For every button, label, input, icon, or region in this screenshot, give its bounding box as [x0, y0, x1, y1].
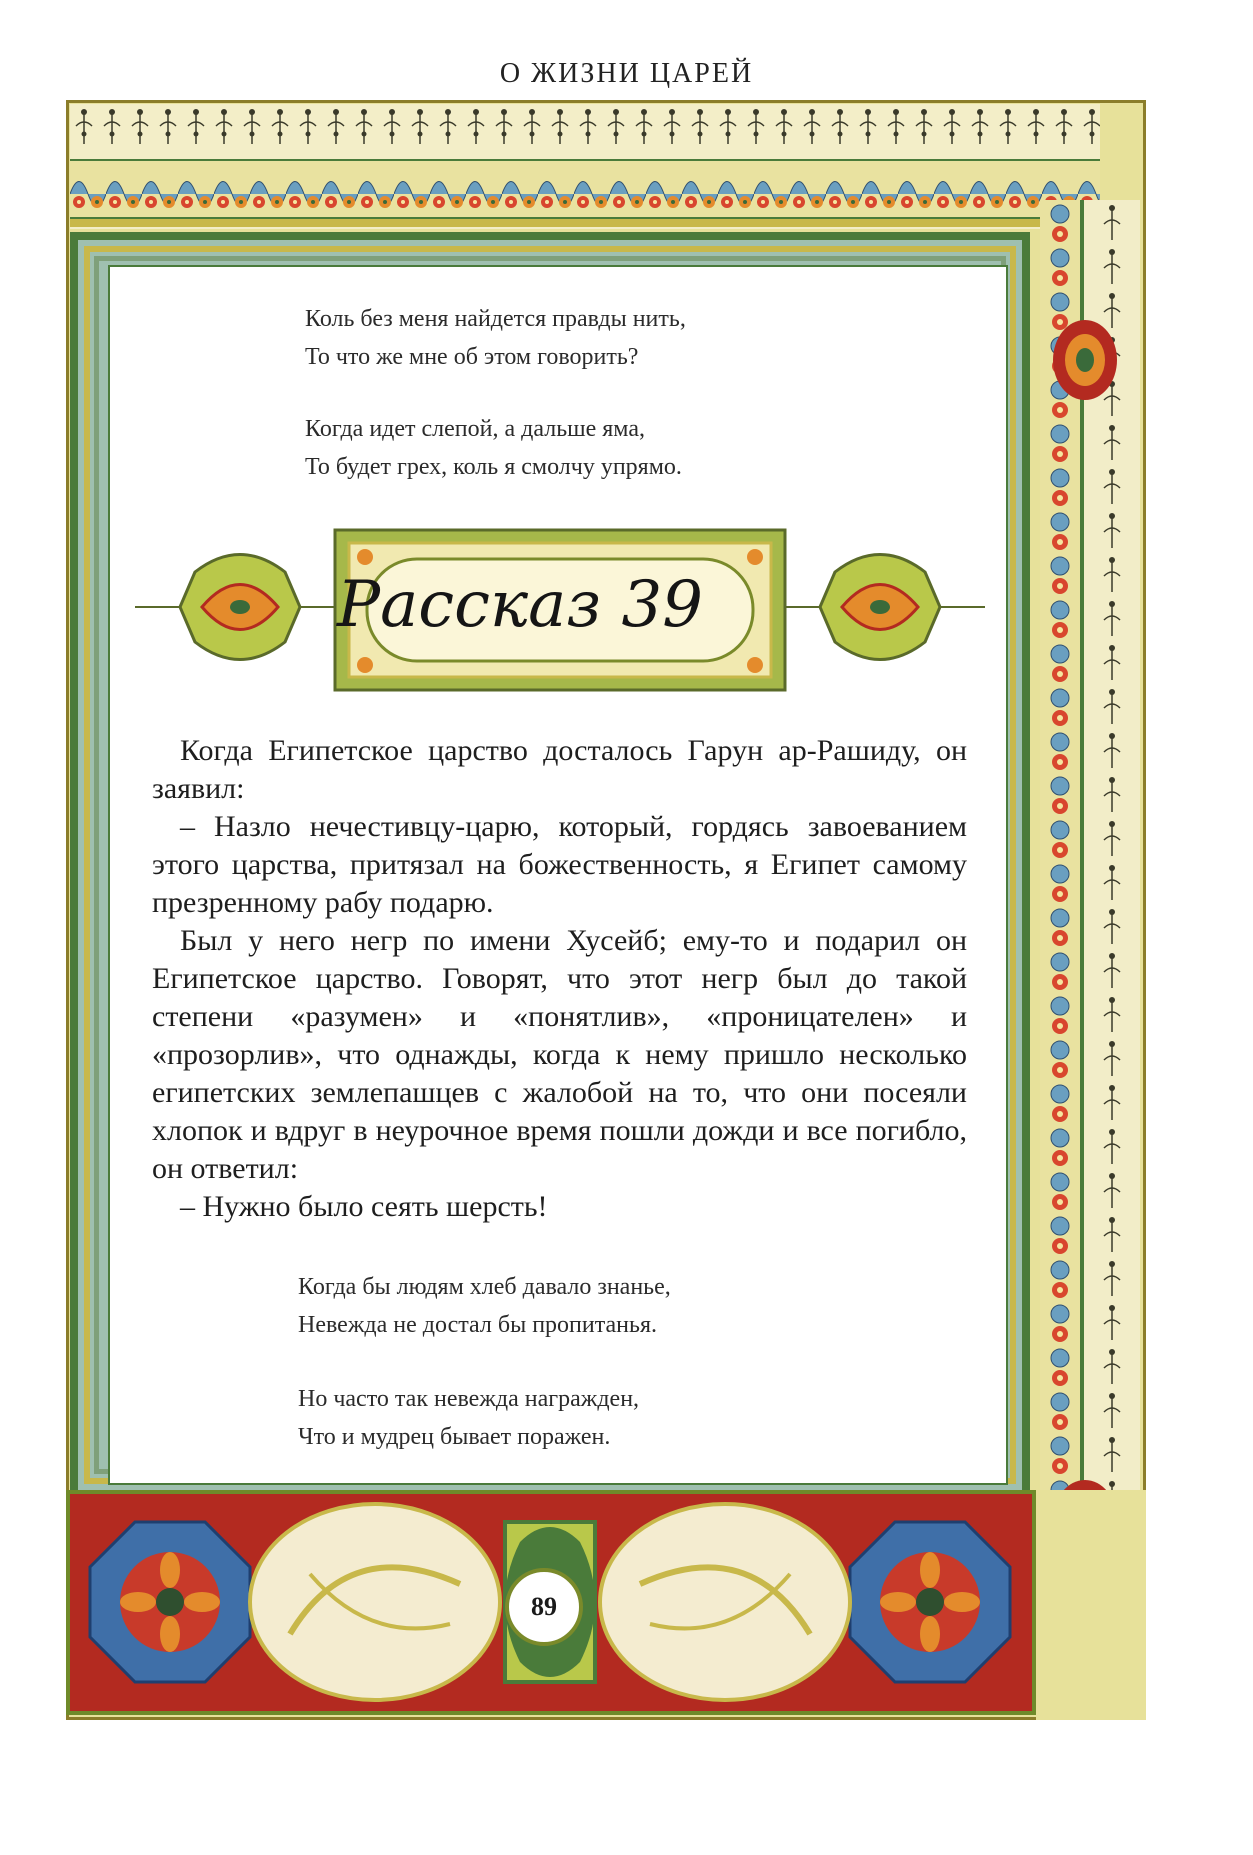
verse-top-2: [305, 410, 682, 486]
verse-line: Когда идет слепой, а дальше яма,: [305, 416, 645, 442]
verse-line: То будет грех, коль я смолчу упрямо.: [305, 454, 682, 480]
paragraph: – Нужно было сеять шерсть!: [180, 1190, 548, 1223]
story-prose: [152, 732, 967, 1226]
story-title: Рассказ 39: [337, 568, 703, 642]
paragraph: – Назло нечестивцу-царю, который, гордясь завоеванием этого царства, притязал на божественность, я Египет самому презренному рабу подарю.: [152, 810, 967, 919]
right-ornament-icon: [1040, 200, 1140, 1500]
verse-line: Но часто так невежда награжден,: [298, 1386, 640, 1412]
top-ornament-band: [70, 104, 1100, 229]
verse-line: Что и мудрец бывает поражен.: [298, 1424, 611, 1450]
verse-line: Коль без меня найдется правды нить,: [305, 306, 686, 332]
paragraph: Когда Египетское царство досталось Гарун ар-Рашиду, он заявил:: [152, 734, 967, 805]
verse-bottom-2: [298, 1380, 639, 1456]
verse-line: То что же мне об этом говорить?: [305, 344, 639, 370]
verse-line: Невежда не достал бы пропитанья.: [298, 1312, 657, 1338]
verse-line: Когда бы людям хлеб давало знанье,: [298, 1274, 671, 1300]
top-ornament-icon: [70, 104, 1100, 229]
verse-bottom: [298, 1268, 671, 1344]
right-ornament-band: [1040, 200, 1140, 1500]
running-head: О ЖИЗНИ ЦАРЕЙ: [499, 58, 754, 89]
page-number: 89: [505, 1568, 583, 1646]
paragraph: Был у него негр по имени Хусейб; ему-то и подарил он Египетское царство. Говорят, что этот негр был до такой степени «разумен» и «понятлив», «проницателен» и «прозорлив», что однажды, когда к нему пришло несколько египетских землепашцев с жалобой на то, что они посеяли хлопок и вдруг в неурочное время пошли дожди и все погибло, он ответил:: [152, 924, 967, 1185]
verse-top: [305, 300, 686, 376]
right-ornament-tail: [1036, 1490, 1146, 1720]
